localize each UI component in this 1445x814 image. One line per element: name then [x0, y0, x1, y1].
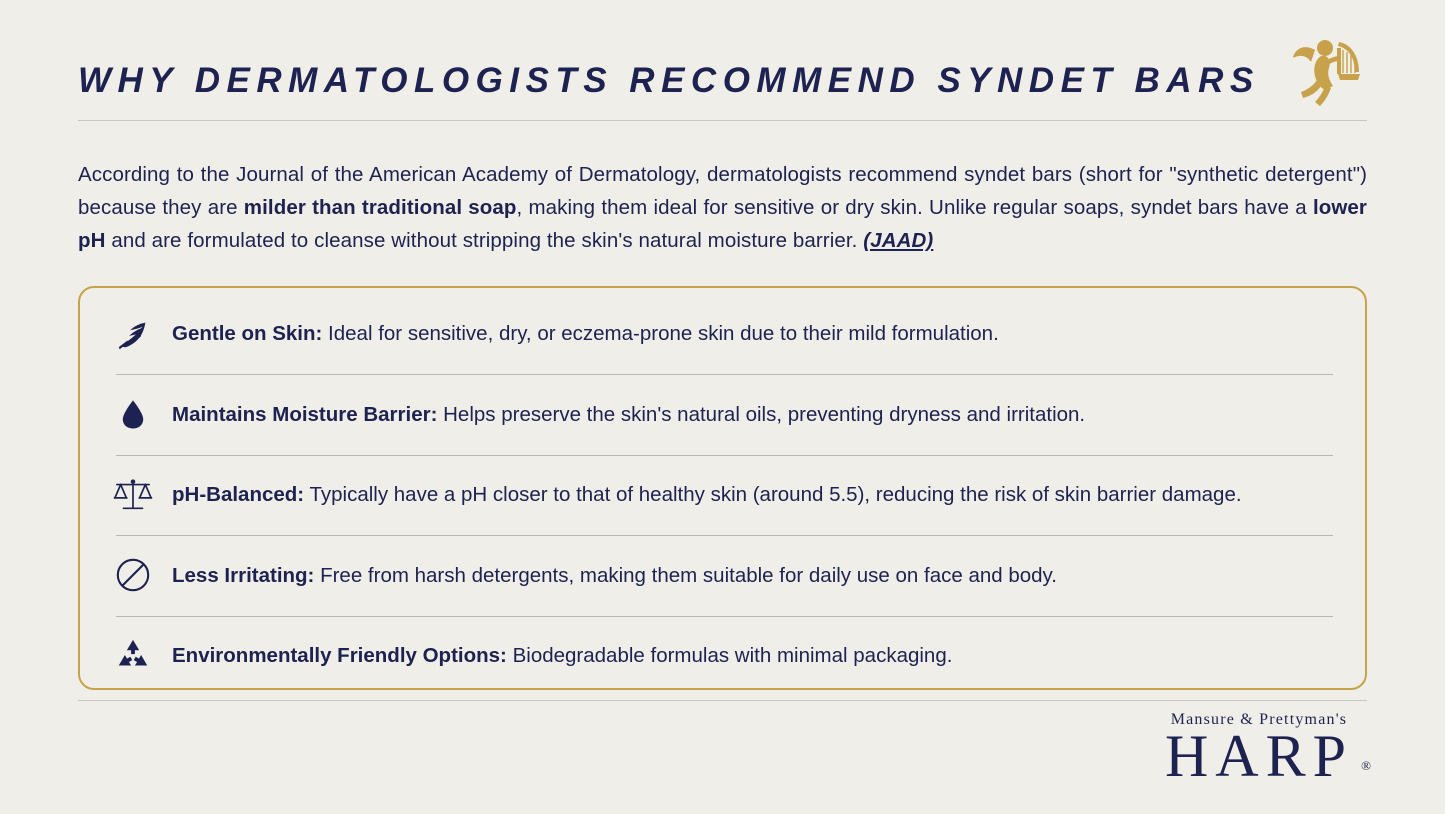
header — [78, 0, 1367, 132]
intro-bold-1: milder than traditional soap — [243, 196, 517, 220]
list-item-label: Maintains Moisture Barrier: — [172, 402, 438, 426]
list-item — [102, 535, 1333, 616]
list-item — [102, 455, 1333, 536]
intro-bold-2: lower pH — [78, 196, 1367, 253]
brand-tagline: Mansure & Prettyman's — [1170, 711, 1348, 728]
list-item-description: Typically have a pH closer to that of healthy skin (around 5.5), reducing the risk of skin barrier damage. — [304, 483, 1242, 507]
list-item-label: Less Irritating: — [172, 563, 315, 587]
page-title: WHY DERMATOLOGISTS RECOMMEND SYNDET BARS — [78, 61, 1260, 100]
intro-text-3: and are formulated to cleanse without stripping the skin's natural moisture barrier. — [105, 229, 864, 253]
list-item-text — [164, 320, 999, 348]
list-item-description: Biodegradable formulas with minimal packaging. — [506, 644, 953, 668]
list-item-text — [164, 401, 1085, 429]
list-item-description: Ideal for sensitive, dry, or eczema-prone skin due to their mild formulation. — [322, 322, 999, 346]
footer — [78, 700, 1371, 789]
cherub-with-harp-icon — [1271, 30, 1367, 110]
list-item-description: Free from harsh detergents, making them suitable for daily use on face and body. — [314, 563, 1057, 587]
list-item-text — [164, 481, 1242, 509]
list-item-label: pH-Balanced: — [172, 483, 305, 507]
list-item-label: Gentle on Skin: — [172, 322, 323, 346]
list-item — [102, 374, 1333, 455]
list-item-text — [164, 642, 952, 670]
intro-text-2: , making them ideal for sensitive or dry skin. Unlike regular soaps, syndet bars have a — [516, 196, 1313, 220]
list-item-label: Environmentally Friendly Options: — [172, 644, 507, 668]
list-item-description: Helps preserve the skin's natural oils, preventing dryness and irritation. — [437, 402, 1086, 426]
balance-scale-icon — [102, 476, 164, 514]
intro-paragraph — [78, 158, 1367, 258]
recycle-icon — [102, 637, 164, 675]
benefits-list — [78, 286, 1367, 690]
intro-text-1: According to the Journal of the American Academy of Dermatology, dermatologists recommend syndet bars (short for "synthetic detergent") because they are — [78, 163, 1367, 220]
brand-logo — [1164, 711, 1371, 789]
list-item-text — [164, 562, 1057, 590]
list-item — [102, 616, 1333, 697]
water-drop-icon — [102, 397, 164, 431]
header-divider — [78, 120, 1367, 121]
citation-link[interactable]: (JAAD) — [863, 229, 934, 253]
leaf-icon — [102, 315, 164, 353]
no-entry-icon — [102, 556, 164, 594]
registered-trademark-icon: ® — [1361, 758, 1371, 773]
list-item — [102, 294, 1333, 375]
brand-name: HARP — [1164, 723, 1353, 789]
